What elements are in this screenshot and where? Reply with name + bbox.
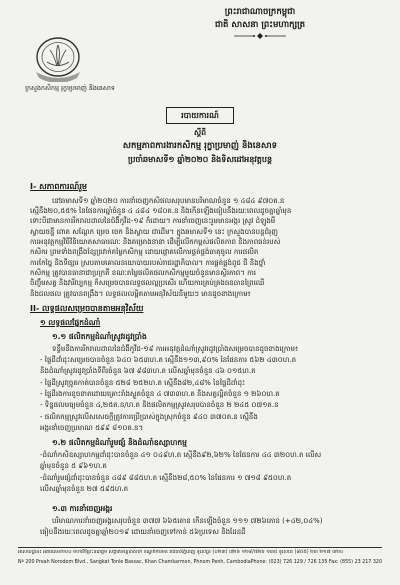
footer-english-row xyxy=(18,559,382,567)
list-item: ឆ្នាំមុនចំនួន ៥ ៩៦១ហ.ត xyxy=(40,462,107,470)
paragraph-line: ការកែច្នៃ និងទីផ្សារ ស្របតាមគោលនយោបាយរបស់រាជរដ្ឋាភិបាល។ ការផ្គត់ផ្គង់ពូជ ជី និងថ្នាំ xyxy=(30,259,266,267)
rice-export-heading: ១.៣ ការនាំចេញអង្ករ xyxy=(52,504,113,513)
other-crops-heading: ១.២ ផលិតកម្មដំណាំរួមផ្សំ និងដំណាំឧស្សាហកម្ម xyxy=(52,438,187,447)
document-type-box: របាយការណ៍ xyxy=(166,107,234,124)
ornament-divider xyxy=(232,32,288,40)
footer-contact: Phone: (023) 726 129 / 726 135 Fax: (855) 23 217 320 xyxy=(250,560,382,565)
paragraph-line: កសិកម្ម ត្រូវបានធានាជាប្រក្រតី ខណៈតម្លៃផលិតផលកសិកម្មមួយចំនួនមានស្ថិរភាព។ ការ xyxy=(30,269,256,277)
list-item: ធៀបនឹងរយៈពេលដូចគ្នាឆ្នាំ២០១៩ ដោយនាំចេញទៅកាន់ ៥៦ប្រទេស និងដែនដី xyxy=(40,528,246,536)
paragraph-line: ចិញ្ចឹមសត្វ និងវារីវប្បកម្ម ក៏សម្រេចបានលទ្ធផលល្អប្រសើរ ហើយការគ្រប់គ្រងធនធានព្រៃឈើ xyxy=(30,279,265,287)
paragraph-line: ទោះបីជាមានការរីករាលដាលនៃជំងឺកូវីដ-១៩ ក៏ដោយ។ ការនាំចេញនេះរួមមានអង្ករ ស្រូវ ដំឡូងមី xyxy=(30,217,276,225)
footer-rule xyxy=(18,547,382,548)
footer-khmer-address: អាសយដ្ឋាន៖ អគារលេខ២០០ មហាវិថីព្រះនរោត្តម សង្កាត់ទន្លេបាសាក់ ខណ្ឌចំការមន រាជធានីភ្នំពេញ ទូរស័ព្ទ៖ (០២៣) ៧២៦ ១២៩/៧២៦ ១៣៥ ទូរសារ៖ (៨៥៥) ២៣ ២១៧ ៣២០ xyxy=(18,550,344,555)
list-item: លើសឆ្នាំមុនចំនួន ២៧ ៥៩៥ហ.ត xyxy=(40,485,129,493)
national-motto: ជាតិ សាសនា ព្រះមហាក្សត្រ xyxy=(214,20,306,30)
kingdom-heading: ព្រះរាជាណាចក្រកម្ពុជា xyxy=(224,7,296,17)
paragraph-line: ការអនុវត្តកម្មវិធីវិនិយោគសាធារណៈ និងគម្រោងនានា ដើម្បីលើកកម្ពស់ផលិតភាព និងភាពធន់របស់ xyxy=(30,238,281,246)
list-item: - ផ្ទៃដីដាំដុះសម្រេចបានចំនួន ៦៤០ ៦៥៣ហ.ត ស្មើនឹង១១៣,៩០% នៃផែនការ ៥៦២ ៤៣០ហ.ត xyxy=(40,356,297,364)
ministry-name: ក្រសួងកសិកម្ម រុក្ខាប្រមាញ់ និងនេសាទ xyxy=(25,85,115,92)
list-item: - ផ្ទៃដីស្រូវច្រូតកាត់បានចំនួន ៥២៨ ២៥២ហ.ត ស្មើនឹង៨២,៤៨% នៃផ្ទៃដីដាំដុះ xyxy=(40,379,246,387)
list-item: - ផលិតកម្មស្រូវលើសសេចក្តីត្រូវការប្រើប្រាស់ក្នុងស្រុកចំនួន ៩៤០ ៣៧០ត.ន ស្មើនឹង xyxy=(40,413,258,421)
ministry-emblem xyxy=(30,36,86,82)
section-1-heading: I- សភាពការណ៍រួម xyxy=(30,182,87,191)
crops-heading: ១ លទ្ធផលផ្នែកដំណាំ xyxy=(40,318,101,327)
list-item: - ទិន្នផលមធ្យមចំនួន ៤,២៥ត.ន/ហ.ត និងផលិតកម្មស្រូវសរុបបានចំនួន ២ ២៤៥ ០៧១ត.ន xyxy=(40,401,279,409)
document-title: សកម្មភាពការងារកសិកម្ម រុក្ខាប្រមាញ់ និងនេសាទ xyxy=(122,141,278,151)
document-subtitle: ប្រចាំឆមាសទី១ ឆ្នាំ២០២០ និងទិសដៅអនុវត្តបន្ត xyxy=(127,155,273,164)
list-item: -ដំណាំរួមផ្សំដាំដុះបានចំនួន ៤៨៩ ៨៨៥ហ.ត ស្មើនឹង២៨,៥០% នៃផែនការ ១ ៧១៨ ៩៥០ហ.ត xyxy=(40,474,292,482)
paragraph-line: ស្វាយចន្ទី ពោត សណ្តែក ម្រេច ចេក និងស្វាយ ជាដើម។ ក្នុងឆមាសទី១ នេះ ក្រសួងបានបន្តជំរុញ xyxy=(30,228,278,236)
list-item: ទន្ទឹមនឹងការរីករាលដាលនៃជំងឺកូវីដ-១៩ ការអនុវត្តដំណាំស្រូវរដូវប្រាំងសម្រេចបានដូចខាងក្រោម៖ xyxy=(52,345,299,353)
paragraph-line: និងជលផល ត្រូវបានពង្រឹង។ លទ្ធផលលម្អិតតាមអនុវិស័យនីមួយៗ មានដូចខាងក្រោម៖ xyxy=(30,290,251,298)
list-item: បរិមាណការនាំចេញអង្ករសរុបចំនួន ៣៧៧ ៦៦៥តោន កើនឡើងចំនួន ១១១ ៧២៦តោន (+៤២,០៤%) xyxy=(52,517,323,525)
list-item: និងដំណាំស្រូវរដូវប្រាំងទីពីរចំនួន ៦៧ ៩៨៣ហ.ត លើសឆ្នាំមុនចំនួន ៤៦ ០១៥ហ.ត xyxy=(40,367,256,375)
paragraph-line: កសិករ ព្រមទាំងពង្រឹងខ្សែច្រវាក់តម្លៃកសិកម្ម ដោយផ្តោតលើការផ្គត់ផ្គង់ធាតុចូល ការផលិត xyxy=(30,248,259,256)
rice-production-heading: ១.១ ផលិតកម្មដំណាំស្រូវរដូវប្រាំង xyxy=(52,332,147,341)
document-about: ស្តីពី xyxy=(194,128,206,137)
paragraph-line: ស្មើនឹង២០,៥៥% នៃផែនការឆ្នាំចំនួន ៤ ៤៨៤ ១៨០ត.ន និងកើនឡើងធៀបនឹងរយៈពេលដូចគ្នាឆ្នាំមុន xyxy=(30,207,292,215)
list-item: អង្ករនាំចេញប្រមាណ ៥៩៩ ៨១០ត.ន។ xyxy=(40,424,144,432)
list-item: - ផ្ទៃដីរងការខូចខាតដោយគ្រោះរាំងស្ងួតចំនួន ៤ ៧៣៣ហ.ត និងសត្វល្អិតចំនួន ១ ២៦០ហ.ត xyxy=(40,390,280,398)
section-2-heading: II- លទ្ធផលសម្រេចបានតាមអនុវិស័យ xyxy=(30,304,144,313)
footer-english-address: Nº 200 Preah Norodom Blvd., Sangkat Tonle Bassac, Khan Chamkarmon, Phnom Penh, Cambodia xyxy=(18,560,251,565)
paragraph-line: នៅឆមាសទី១ ឆ្នាំ២០២០ ការនាំចេញកសិផលសរុបមានបរិមាណចំនួន ១ ៤៨៤ ៩៧០ត.ន xyxy=(52,197,285,205)
list-item: -ដំណាំកសិឧស្សាហកម្មដាំដុះបានចំនួន ៤១ ០៤៩ហ.ត ស្មើនឹង៩២,៦២% នៃផែនការ ៤៤ ៣២០ហ.ត លើស xyxy=(40,451,322,459)
